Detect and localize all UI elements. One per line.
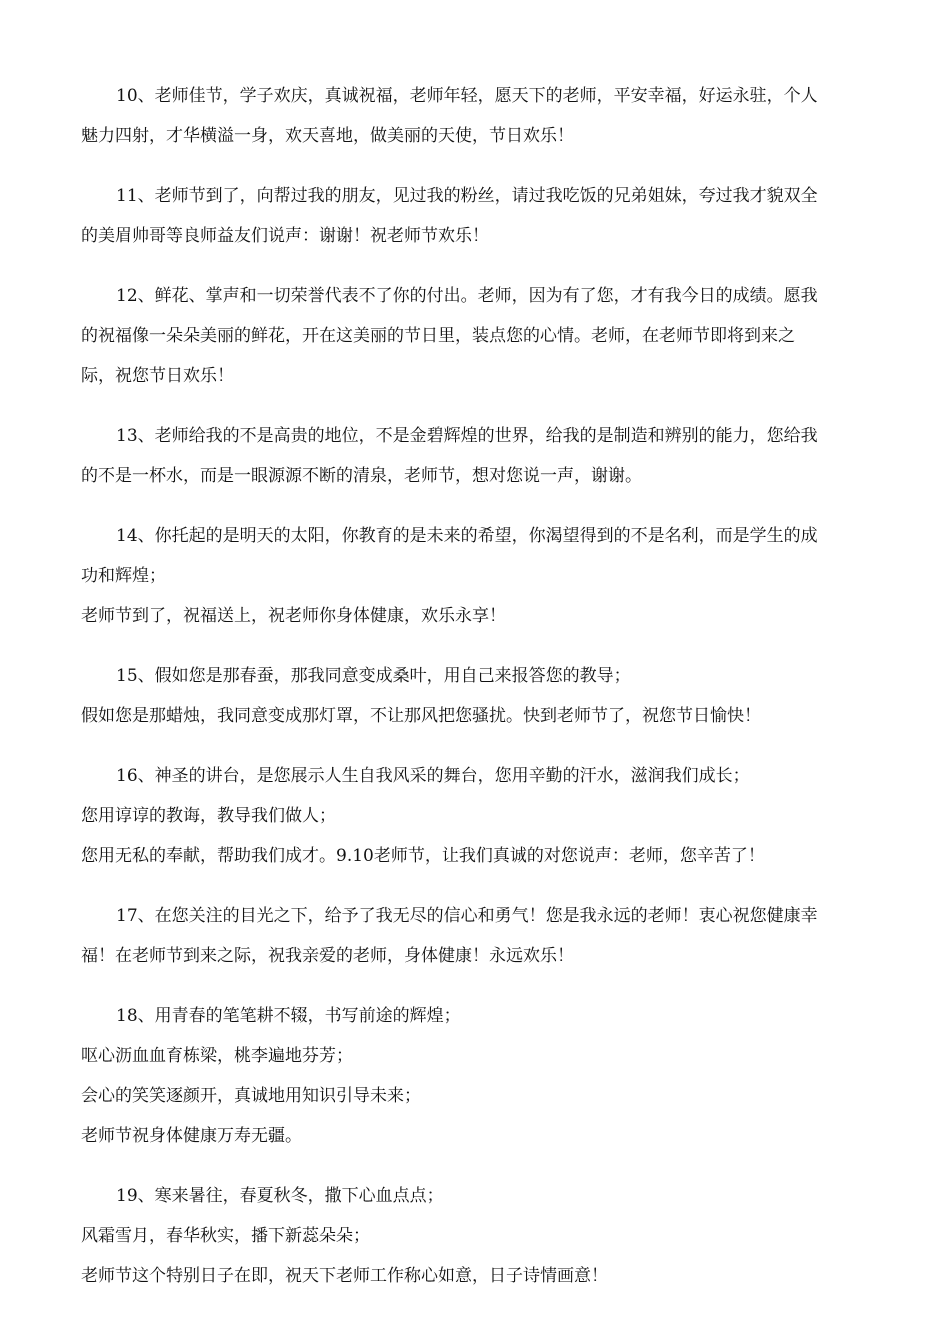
document-body — [81, 76, 865, 1316]
text-line: 11、老师节到了，向帮过我的朋友，见过我的粉丝，请过我吃饭的兄弟姐妹，夸过我才貌双全 — [116, 186, 818, 206]
text-line: 18、用青春的笔笔耕不辍，书写前途的辉煌； — [116, 1006, 461, 1026]
text-line: 的祝福像一朵朵美丽的鲜花，开在这美丽的节日里，装点您的心情。老师，在老师节即将到来之 — [81, 326, 795, 346]
paragraph-14 — [81, 516, 865, 636]
text-line: 老师节祝身体健康万寿无疆。 — [81, 1126, 302, 1146]
text-line: 您用无私的奉献，帮助我们成才。9.10老师节，让我们真诚的对您说声：老师，您辛苦了！ — [81, 846, 765, 866]
text-line: 15、假如您是那春蚕，那我同意变成桑叶，用自己来报答您的教导； — [116, 666, 631, 686]
text-line: 功和辉煌； — [81, 566, 166, 586]
paragraph-15 — [81, 656, 865, 736]
text-line: 19、寒来暑往，春夏秋冬，撒下心血点点； — [116, 1186, 444, 1206]
text-line: 风霜雪月，春华秋实，播下新蕊朵朵； — [81, 1226, 370, 1246]
text-line: 13、老师给我的不是高贵的地位，不是金碧辉煌的世界，给我的是制造和辨别的能力，您给我 — [116, 426, 818, 446]
text-line: 老师节到了，祝福送上，祝老师你身体健康，欢乐永享！ — [81, 606, 506, 626]
text-line: 您用谆谆的教诲，教导我们做人； — [81, 806, 336, 826]
text-line: 17、在您关注的目光之下，给予了我无尽的信心和勇气！您是我永远的老师！衷心祝您健康幸 — [116, 906, 818, 926]
paragraph-18 — [81, 996, 865, 1156]
paragraph-11 — [81, 176, 865, 256]
paragraph-13 — [81, 416, 865, 496]
paragraph-12 — [81, 276, 865, 396]
text-line: 魅力四射，才华横溢一身，欢天喜地，做美丽的天使，节日欢乐！ — [81, 126, 574, 146]
text-line: 老师节这个特别日子在即，祝天下老师工作称心如意，日子诗情画意！ — [81, 1266, 608, 1286]
text-line: 12、鲜花、掌声和一切荣誉代表不了你的付出。老师，因为有了您，才有我今日的成绩。愿我 — [116, 286, 818, 306]
paragraph-19 — [81, 1176, 865, 1296]
text-line: 的不是一杯水，而是一眼源源不断的清泉，老师节，想对您说一声，谢谢。 — [81, 466, 642, 486]
text-line: 呕心沥血血育栋梁，桃李遍地芬芳； — [81, 1046, 353, 1066]
text-line: 10、老师佳节，学子欢庆，真诚祝福，老师年轻，愿天下的老师，平安幸福，好运永驻，个人 — [116, 86, 818, 106]
paragraph-10 — [81, 76, 865, 156]
text-line: 14、你托起的是明天的太阳，你教育的是未来的希望，你渴望得到的不是名利，而是学生的成 — [116, 526, 818, 546]
text-line: 16、神圣的讲台，是您展示人生自我风采的舞台，您用辛勤的汗水，滋润我们成长； — [116, 766, 750, 786]
text-line: 的美眉帅哥等良师益友们说声：谢谢！祝老师节欢乐！ — [81, 226, 489, 246]
text-line: 际，祝您节日欢乐！ — [81, 366, 234, 386]
text-line: 会心的笑笑逐颜开，真诚地用知识引导未来； — [81, 1086, 421, 1106]
paragraph-17 — [81, 896, 865, 976]
paragraph-16 — [81, 756, 865, 876]
text-line: 假如您是那蜡烛，我同意变成那灯罩，不让那风把您骚扰。快到老师节了，祝您节日愉快！ — [81, 706, 761, 726]
text-line: 福！在老师节到来之际，祝我亲爱的老师，身体健康！永远欢乐！ — [81, 946, 574, 966]
